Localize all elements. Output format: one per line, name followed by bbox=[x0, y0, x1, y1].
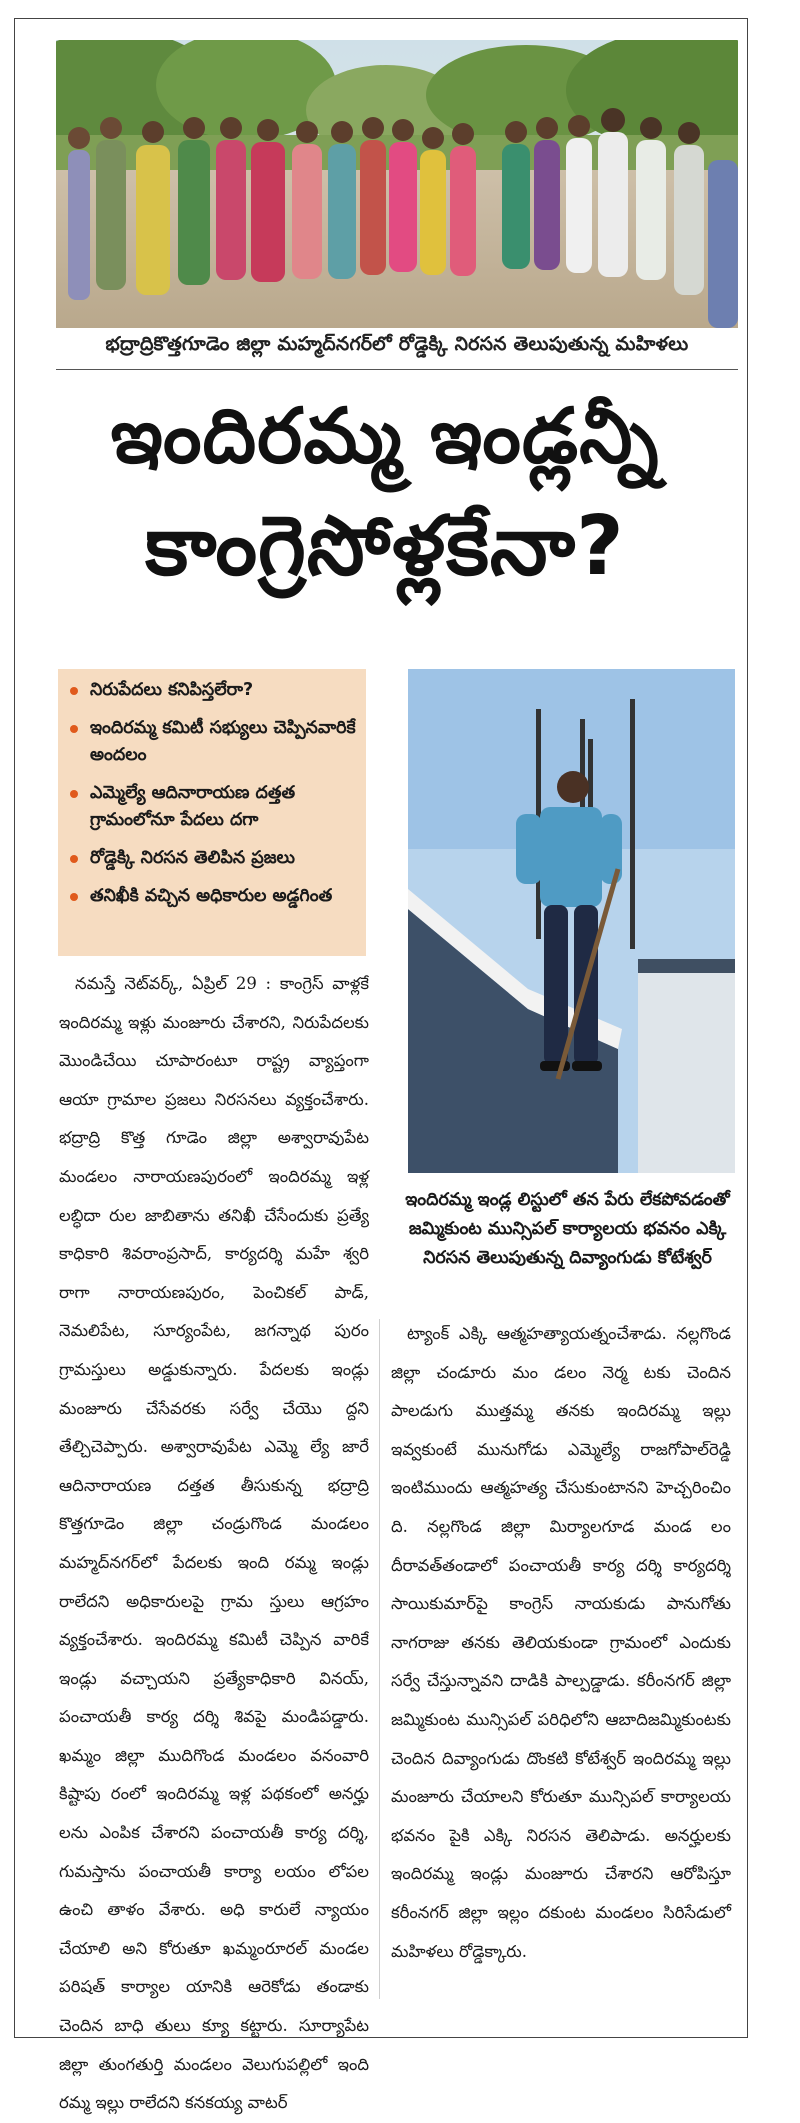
highlight-item bbox=[68, 845, 360, 872]
rooftop-protest-illustration bbox=[408, 669, 735, 1173]
highlight-item bbox=[68, 883, 360, 910]
protest-photo bbox=[56, 40, 738, 328]
newspaper-clipping bbox=[14, 18, 748, 2113]
highlight-item bbox=[68, 715, 360, 769]
headline-line-2: కాంగ్రెసోళ్లకేనా? bbox=[145, 499, 625, 594]
headline-line-1: ఇందిరమ్మ ఇండ్లన్నీ bbox=[110, 391, 660, 480]
highlight-text: తనిఖీకి వచ్చిన అధికారుల అడ్డగింత bbox=[90, 886, 333, 906]
highlight-text: రోడ్డెక్కి నిరసన తెలిపిన ప్రజలు bbox=[90, 848, 295, 868]
photo-caption: భద్రాద్రికొత్తగూడెం జిల్లా మహ్మద్‌నగర్‌లో రోడ్డెక్కి నిరసన తెలుపుతున్న మహిళలు bbox=[105, 333, 689, 355]
highlight-text: ఇందిరమ్మ కమిటీ సభ్యులు చెప్పినవారికే అందలం bbox=[90, 718, 356, 765]
highlight-text: నిరుపేదలు కనిపిస్తలేరా? bbox=[90, 680, 254, 700]
highlight-item bbox=[68, 780, 360, 834]
article-paragraph: ట్యాంక్‌ ఎక్కి ఆత్మహత్యాయత్నంచేశాడు. నల్లగొండ జిల్లా చండూరు మం డలం నెర్మ టకు చెందిన పాలడుగు ముత్తమ్మ తనకు ఇందిరమ్మ ఇల్లు ఇవ్వకుంటే మునుగోడు ఎమ్మెల్యే రాజగోపాల్‌రెడ్డి ఇంటిముందు ఆత్మహత్య చేసుకుంటానని హెచ్చరించిం ది. నల్లగొండ జిల్లా మిర్యాలగూడ మండ లం దీరావత్‌తండాలో పంచాయతీ కార్య దర్శి కార్యదర్శి సాయికుమార్‌పై కాంగ్రెస్‌ నాయకుడు పానుగోతు నాగరాజు తనకు తెలియకుండా గ్రామంలో ఎందుకు సర్వే చేస్తున్నావని దాడికి పాల్పడ్డాడు. కరీంనగర్‌ జిల్లా జమ్మికుంట మున్సిపల్‌ పరిధిలోని ఆబాదిజమ్మికుంటకు చెందిన దివ్యాంగుడు దొంకటి కోటేశ్వర్‌ ఇందిరమ్మ ఇల్లు మంజూరు చేయాలని కోరుతూ మున్సిపల్‌ కార్యాలయ భవనం పైకి ఎక్కి నిరసన తెలిపాడు. అనర్హులకు ఇందిరమ్మ ఇండ్లు మంజూరు చేశారని ఆరోపిస్తూ కరీంనగర్‌ జిల్లా ఇల్లం దకుంట మండలం సిరిసేడులో మహిళలు రోడ్డెక్కారు. bbox=[391, 1324, 731, 1961]
column-divider bbox=[379, 1319, 380, 1999]
highlights-box bbox=[58, 669, 366, 956]
bullet-icon bbox=[70, 725, 78, 733]
article-body-left bbox=[59, 965, 369, 2123]
article-paragraph: నమస్తే నెట్‌వర్క్‌, ఏప్రిల్‌ 29 : కాంగ్రెస్‌ వాళ్లకే ఇందిరమ్మ ఇళ్లు మంజూరు చేశారని, నిరుపేదలకు మొండిచేయి చూపారంటూ రాష్ట్ర వ్యాప్తంగా ఆయా గ్రామాల ప్రజలు నిరసనలు వ్యక్తంచేశారు. భద్రాద్రి కొత్త గూడెం జిల్లా అశ్వారావుపేట మండలం నారాయణపురంలో ఇందిరమ్మ ఇళ్ల లబ్ధిదా రుల జాబితాను తనిఖీ చేసేందుకు ప్రత్యే కాధికారి శివరాంప్రసాద్‌, కార్యదర్శి మహే శ్వరి రాగా నారాయణపురం, పెంచికల్‌ పాడ్‌, నెమలిపేట, సూర్యంపేట, జగన్నాథ పురం గ్రామస్తులు అడ్డుకున్నారు. పేదలకు ఇండ్లు మంజూరు చేసేవరకు సర్వే చేయొ ద్దని తేల్చిచెప్పారు. అశ్వారావుపేట ఎమ్మె ల్యే జారే ఆదినారాయణ దత్తత తీసుకున్న భద్రాద్రి కొత్తగూడెం జిల్లా చండ్రుగొండ మండలం మహ్మద్‌నగర్‌లో పేదలకు ఇంది రమ్మ ఇండ్లు రాలేదని అధికారులపై గ్రామ స్తులు ఆగ్రహం వ్యక్తంచేశారు. ఇందిరమ్మ కమిటీ చెప్పిన వారికే ఇండ్లు వచ్చాయని ప్రత్యేకాధికారి వినయ్‌, పంచాయతీ కార్య దర్శి శివపై మండిపడ్డారు. ఖమ్మం జిల్లా ముదిగొండ మండలం వనంవారి కిష్టాపు రంలో ఇందిరమ్మ ఇళ్ల పథకంలో అనర్హు లను ఎంపిక చేశారని పంచాయతీ కార్య దర్శి, గుమస్తాను పంచాయతీ కార్యా లయం లోపల ఉంచి తాళం వేశారు. అధి కారులే న్యాయం చేయాలి అని కోరుతూ ఖమ్మంరూరల్‌ మండల పరిషత్‌ కార్యాల యానికి ఆరెకోడు తండాకు చెందిన బాధి తులు క్యూ కట్టారు. సూర్యాపేట జిల్లా తుంగతుర్తి మండలం వెలుగుపల్లిలో ఇంది రమ్మ ఇల్లు రాలేదని కనకయ్య వాటర్‌ bbox=[59, 974, 369, 2113]
photo-caption-right: ఇందిరమ్మ ఇండ్ల లిస్టులో తన పేరు లేకపోవడంతో జమ్మికుంట మున్సిపల్‌ కార్యాలయ భవనం ఎక్కి నిరసన తెలుపుతున్న దివ్యాంగుడు కోటేశ్వర్‌ bbox=[405, 1190, 730, 1268]
article-body-right bbox=[391, 1315, 731, 1971]
bullet-icon bbox=[70, 687, 78, 695]
caption-divider bbox=[56, 369, 738, 370]
protest-photo-illustration bbox=[56, 40, 738, 328]
rooftop-protest-photo bbox=[408, 669, 735, 1173]
bullet-icon bbox=[70, 790, 78, 798]
bullet-icon bbox=[70, 893, 78, 901]
highlight-text: ఎమ్మెల్యే ఆదినారాయణ దత్తత గ్రామంలోనూ పేదలు దగా bbox=[90, 783, 296, 830]
highlight-item bbox=[68, 677, 360, 704]
bullet-icon bbox=[70, 855, 78, 863]
